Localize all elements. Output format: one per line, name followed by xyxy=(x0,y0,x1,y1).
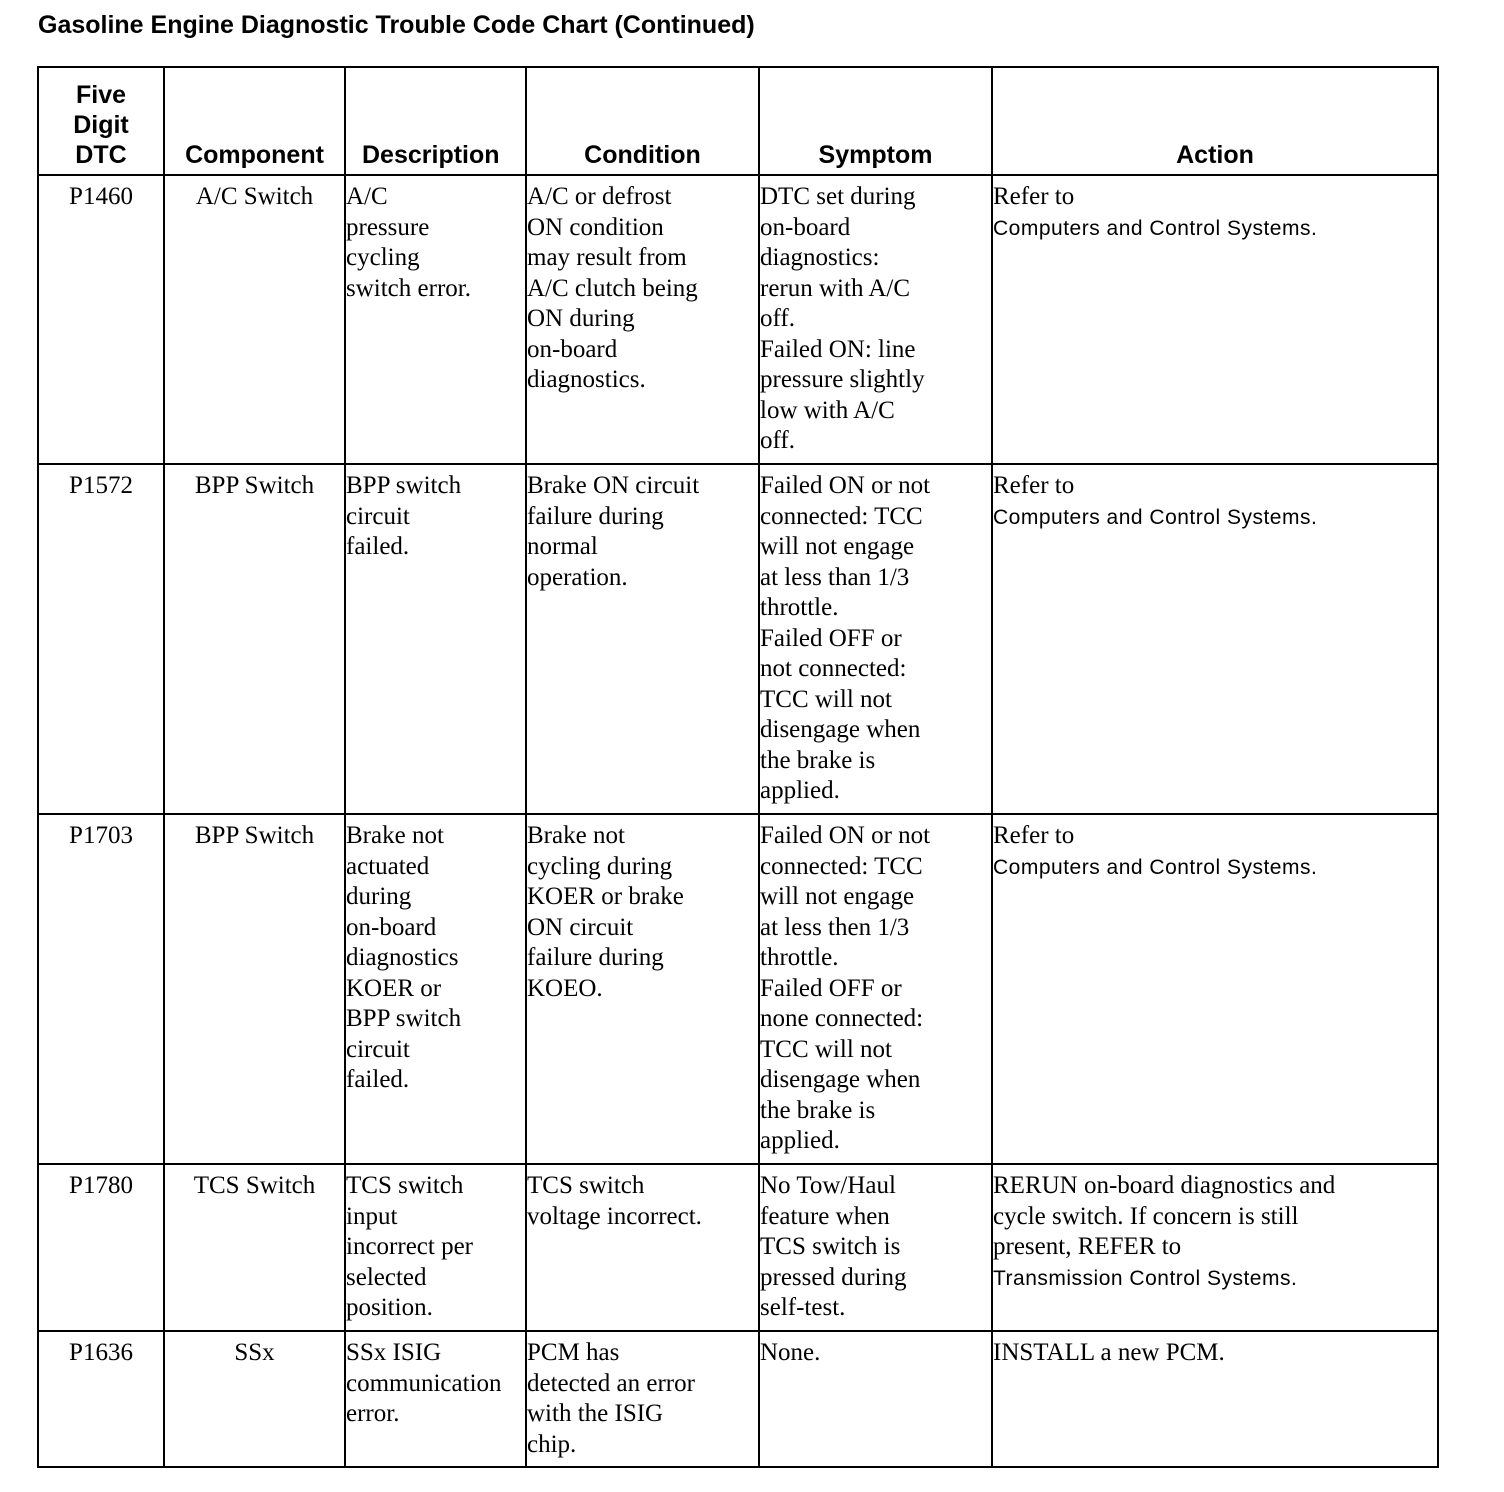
description: BPP switch circuit failed. xyxy=(345,464,526,814)
header-condition: Condition xyxy=(526,67,759,175)
component: A/C Switch xyxy=(164,175,345,464)
header-action: Action xyxy=(992,67,1438,175)
action-text: Refer to xyxy=(993,822,1075,849)
symptom: Failed ON or not connected: TCC will not engage at less than 1/3 throttle. Failed OFF or not connected: TCC will not disengage when the brake is applied. xyxy=(759,464,992,814)
action xyxy=(992,175,1438,464)
dtc-table xyxy=(37,66,1439,1468)
condition: A/C or defrost ON condition may result from A/C clutch being ON during on-board diagnostics. xyxy=(526,175,759,464)
action xyxy=(992,1331,1438,1467)
table-header-row xyxy=(38,67,1438,175)
dtc-code: P1572 xyxy=(38,464,164,814)
header-symptom: Symptom xyxy=(759,67,992,175)
table-row xyxy=(38,464,1438,814)
page-title: Gasoline Engine Diagnostic Trouble Code Chart (Continued) xyxy=(38,11,755,39)
symptom: No Tow/Haul feature when TCS switch is pressed during self-test. xyxy=(759,1164,992,1331)
action-reference-link[interactable]: Computers and Control Systems xyxy=(993,216,1311,240)
condition: TCS switch voltage incorrect. xyxy=(526,1164,759,1331)
symptom: None. xyxy=(759,1331,992,1467)
header-component: Component xyxy=(164,67,345,175)
action-reference-link[interactable]: Computers and Control Systems xyxy=(993,505,1311,529)
description: SSx ISIG communication error. xyxy=(345,1331,526,1467)
action xyxy=(992,464,1438,814)
dtc-code: P1460 xyxy=(38,175,164,464)
action-reference-link[interactable]: Transmission Control Systems xyxy=(993,1266,1291,1290)
description: A/C pressure cycling switch error. xyxy=(345,175,526,464)
condition: Brake ON circuit failure during normal operation. xyxy=(526,464,759,814)
table-row xyxy=(38,1331,1438,1467)
header-description: Description xyxy=(345,67,526,175)
condition: PCM has detected an error with the ISIG chip. xyxy=(526,1331,759,1467)
action-period: . xyxy=(1310,505,1318,529)
header-dtc: Five Digit DTC xyxy=(38,67,164,175)
table-row xyxy=(38,175,1438,464)
action-text: INSTALL a new PCM. xyxy=(993,1339,1225,1366)
component: BPP Switch xyxy=(164,814,345,1164)
symptom: Failed ON or not connected: TCC will not engage at less then 1/3 throttle. Failed OFF or none connected: TCC will not disengage when the brake is applied. xyxy=(759,814,992,1164)
action xyxy=(992,814,1438,1164)
symptom: DTC set during on-board diagnostics: rerun with A/C off. Failed ON: line pressure slightly low with A/C off. xyxy=(759,175,992,464)
action-text: RERUN on-board diagnostics and cycle switch. If concern is still present, REFER to xyxy=(993,1172,1336,1260)
action-reference-link[interactable]: Computers and Control Systems xyxy=(993,855,1311,879)
dtc-code: P1703 xyxy=(38,814,164,1164)
action-period: . xyxy=(1310,855,1318,879)
action-period: . xyxy=(1310,216,1318,240)
condition: Brake not cycling during KOER or brake ON circuit failure during KOEO. xyxy=(526,814,759,1164)
action-period: . xyxy=(1290,1266,1298,1290)
description: Brake not actuated during on-board diagnostics KOER or BPP switch circuit failed. xyxy=(345,814,526,1164)
component: TCS Switch xyxy=(164,1164,345,1331)
table-row xyxy=(38,1164,1438,1331)
action-text: Refer to xyxy=(993,183,1075,210)
table-row xyxy=(38,814,1438,1164)
dtc-code: P1636 xyxy=(38,1331,164,1467)
component: SSx xyxy=(164,1331,345,1467)
description: TCS switch input incorrect per selected position. xyxy=(345,1164,526,1331)
dtc-code: P1780 xyxy=(38,1164,164,1331)
action xyxy=(992,1164,1438,1331)
action-text: Refer to xyxy=(993,472,1075,499)
component: BPP Switch xyxy=(164,464,345,814)
